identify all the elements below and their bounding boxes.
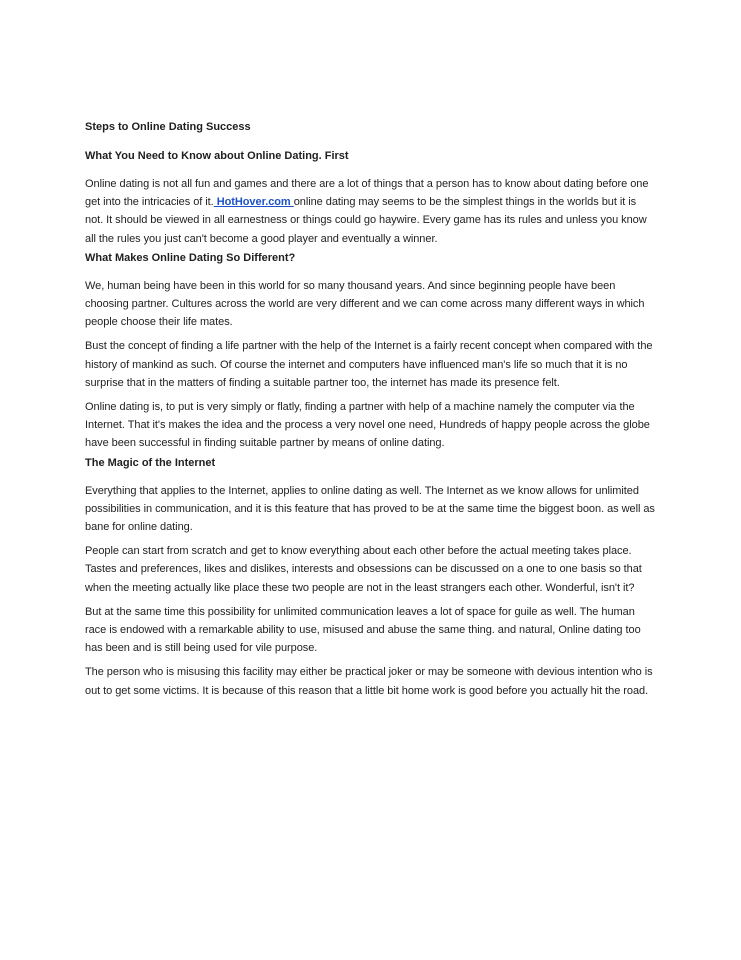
document-body	[85, 119, 657, 706]
paragraph-intro-text-start: Online dating is not all fun and games and there are a lot of things that a person has to know about dating before one get into the intricacies of it.	[85, 178, 649, 209]
paragraph-misusing: The person who is misusing this facility may either be practical joker or may be someone with devious intention who is out to get some victims. It is because of this reason that a little bit home work is good before you actually hit the road.	[85, 666, 653, 697]
paragraph-everything-applies: Everything that applies to the Internet, applies to online dating as well. The Internet as we know allows for unlimited possibilities in communication, and it is this feature that has proved to be at the same time the biggest boon. as well as bane for online dating.	[85, 484, 655, 534]
paragraph-same-time: But at the same time this possibility for unlimited communication leaves a lot of space for guile as well. The human race is endowed with a remarkable ability to use, misused and abuse the same thing. and natural, Online dating too has been and is still being used for vile purpose.	[85, 605, 641, 655]
hothover-link[interactable]: HotHover.com	[213, 196, 294, 209]
paragraph-human-being: We, human being have been in this world for so many thousand years. And since beginning people have been choosing partner. Cultures across the world are very different and we can come across many different ways in which people choose their life mates.	[85, 279, 645, 329]
paragraph-online-dating-is: Online dating is, to put is very simply or flatly, finding a partner with help of a machine namely the computer via the Internet. That it's makes the idea and the process a very novel one need, Hundreds of happy people across the globe have been successful in finding suitable partner by means of online dating.	[85, 401, 650, 450]
section-heading-what-makes-different: What Makes Online Dating So Different?	[85, 251, 296, 264]
paragraph-intro	[85, 175, 657, 248]
section-heading-magic-of-internet: The Magic of the Internet	[85, 456, 216, 469]
document-title: Steps to Online Dating Success	[85, 121, 251, 133]
section-heading-what-you-need: What You Need to Know about Online Dating. First	[85, 150, 349, 162]
paragraph-concept: Bust the concept of finding a life partner with the help of the Internet is a fairly recent concept when compared with the history of mankind as such. Of course the internet and computers have influenced man's life so much that it is no surprise that in the matters of finding a suitable partner too, the internet has made its presence felt.	[85, 340, 653, 389]
paragraph-start-from-scratch: People can start from scratch and get to know everything about each other before the actual meeting takes place. Tastes and preferences, likes and dislikes, interests and obsessions can be discussed on a one to one basis so that when the meeting actually like place these two people are not in the least strangers each other. Wonderful, isn't it?	[85, 545, 642, 594]
paragraph-intro-text-end: online dating may seems to be the simplest things in the worlds but it is not. It should be viewed in all earnestness or things could go haywire. Every game has its rules and unless you know all the rules you just can't become a good player and eventually a winner.	[85, 196, 647, 245]
